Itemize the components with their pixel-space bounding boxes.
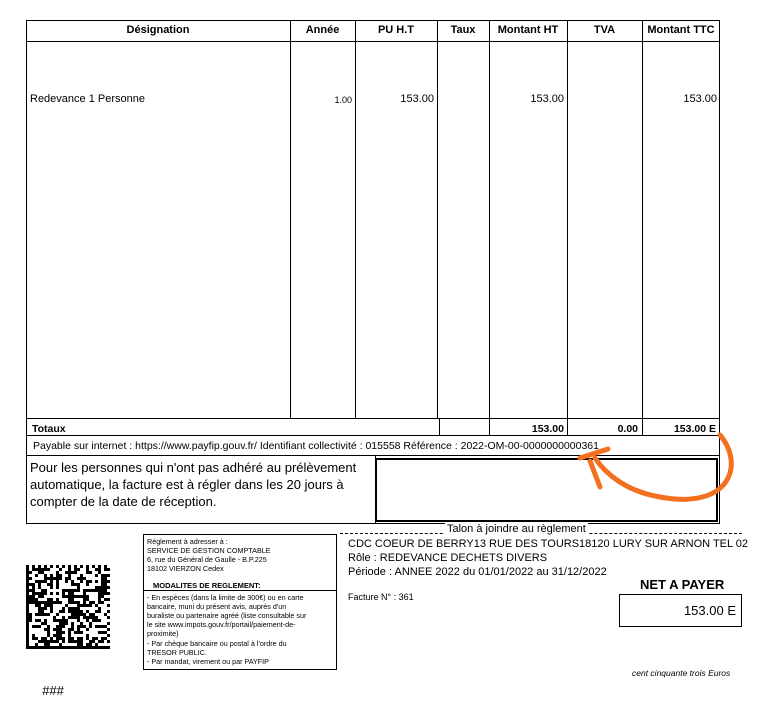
modalites-title: MODALITES DE REGLEMENT: (153, 581, 261, 590)
totals-montant-ht: 153.00 (531, 423, 564, 435)
modalites-line: buraliste ou partenaire agréé (liste consultable sur (147, 611, 307, 620)
talon-label: Talon à joindre au règlement (447, 523, 586, 535)
header-montant-ht: Montant HT (497, 24, 559, 36)
row-montant-ht: 153.00 (530, 93, 564, 105)
totals-label: Totaux (32, 423, 66, 435)
facture-number: Facture N° : 361 (348, 592, 414, 602)
reglement-title: Règlement à adresser à : (147, 537, 228, 546)
datamatrix-code (26, 565, 110, 649)
totals-tva: 0.00 (617, 423, 638, 435)
modalites-line: proximite) (147, 629, 179, 638)
header-annee: Année (305, 24, 340, 36)
footer-mark: ### (42, 683, 64, 698)
table-border (26, 20, 720, 436)
notice-line-1: Pour les personnes qui n'ont pas adhéré au prélèvement (30, 460, 357, 475)
notice-line-2: automatique, la facture est à régler dans les 20 jours à (30, 477, 344, 492)
row-designation: Redevance 1 Personne (30, 93, 145, 105)
annotation-arrow (570, 425, 740, 515)
reglement-address: 6, rue du Général de Gaulle - B.P.225 (147, 555, 267, 564)
creditor-role: Rôle : REDEVANCE DECHETS DIVERS (348, 552, 548, 564)
notice-line-3: compter de la date de réception. (30, 494, 217, 509)
totals-montant-ttc: 153.00 E (673, 423, 716, 435)
header-montant-ttc: Montant TTC (647, 24, 715, 36)
reglement-city: 18102 VIERZON Cedex (147, 564, 224, 573)
col-divider (489, 20, 490, 419)
payment-line: Payable sur internet : https://www.payfip.gouv.fr/ Identifiant collectivité : 015558 Référence : 2022-OM-00-0000000000361 (33, 440, 599, 452)
col-divider (567, 20, 568, 419)
totals-divider (26, 418, 720, 419)
row-pu-ht: 153.00 (400, 93, 434, 105)
row-annee: 1.00 (334, 95, 352, 105)
modalites-line: - En espèces (dans la limite de 300€) ou en carte (147, 593, 304, 602)
header-tva: TVA (593, 24, 616, 36)
modalites-line: le site www.impots.gouv.fr/portail/paiement-de- (147, 620, 296, 629)
net-amount: 153.00 E (683, 603, 736, 618)
modalites-line: - Par chèque bancaire ou postal à l'ordre du (147, 639, 287, 648)
col-divider (437, 20, 438, 419)
creditor-periode: Période : ANNEE 2022 du 01/01/2022 au 31/12/2022 (348, 566, 607, 578)
header-designation: Désignation (126, 24, 190, 36)
col-divider (439, 418, 440, 436)
reglement-service: SERVICE DE GESTION COMPTABLE (147, 546, 271, 555)
col-divider (642, 20, 643, 419)
modalites-line: - Par mandat, virement ou par PAYFIP (147, 657, 269, 666)
modalites-line: TRESOR PUBLIC. (147, 648, 207, 657)
col-divider (355, 20, 356, 419)
net-label: NET A PAYER (640, 577, 725, 592)
header-pu-ht: PU H.T (377, 24, 415, 36)
net-amount-words: cent cinquante trois Euros (632, 668, 731, 678)
row-montant-ttc: 153.00 (683, 93, 717, 105)
header-taux: Taux (450, 24, 476, 36)
header-divider (26, 41, 720, 42)
modalites-line: bancaire, muni du présent avis, auprès d'un (147, 602, 287, 611)
creditor-line: CDC COEUR DE BERRY13 RUE DES TOURS18120 LURY SUR ARNON TEL 02 (348, 538, 749, 550)
reglement-divider (143, 590, 337, 591)
col-divider (290, 20, 291, 419)
